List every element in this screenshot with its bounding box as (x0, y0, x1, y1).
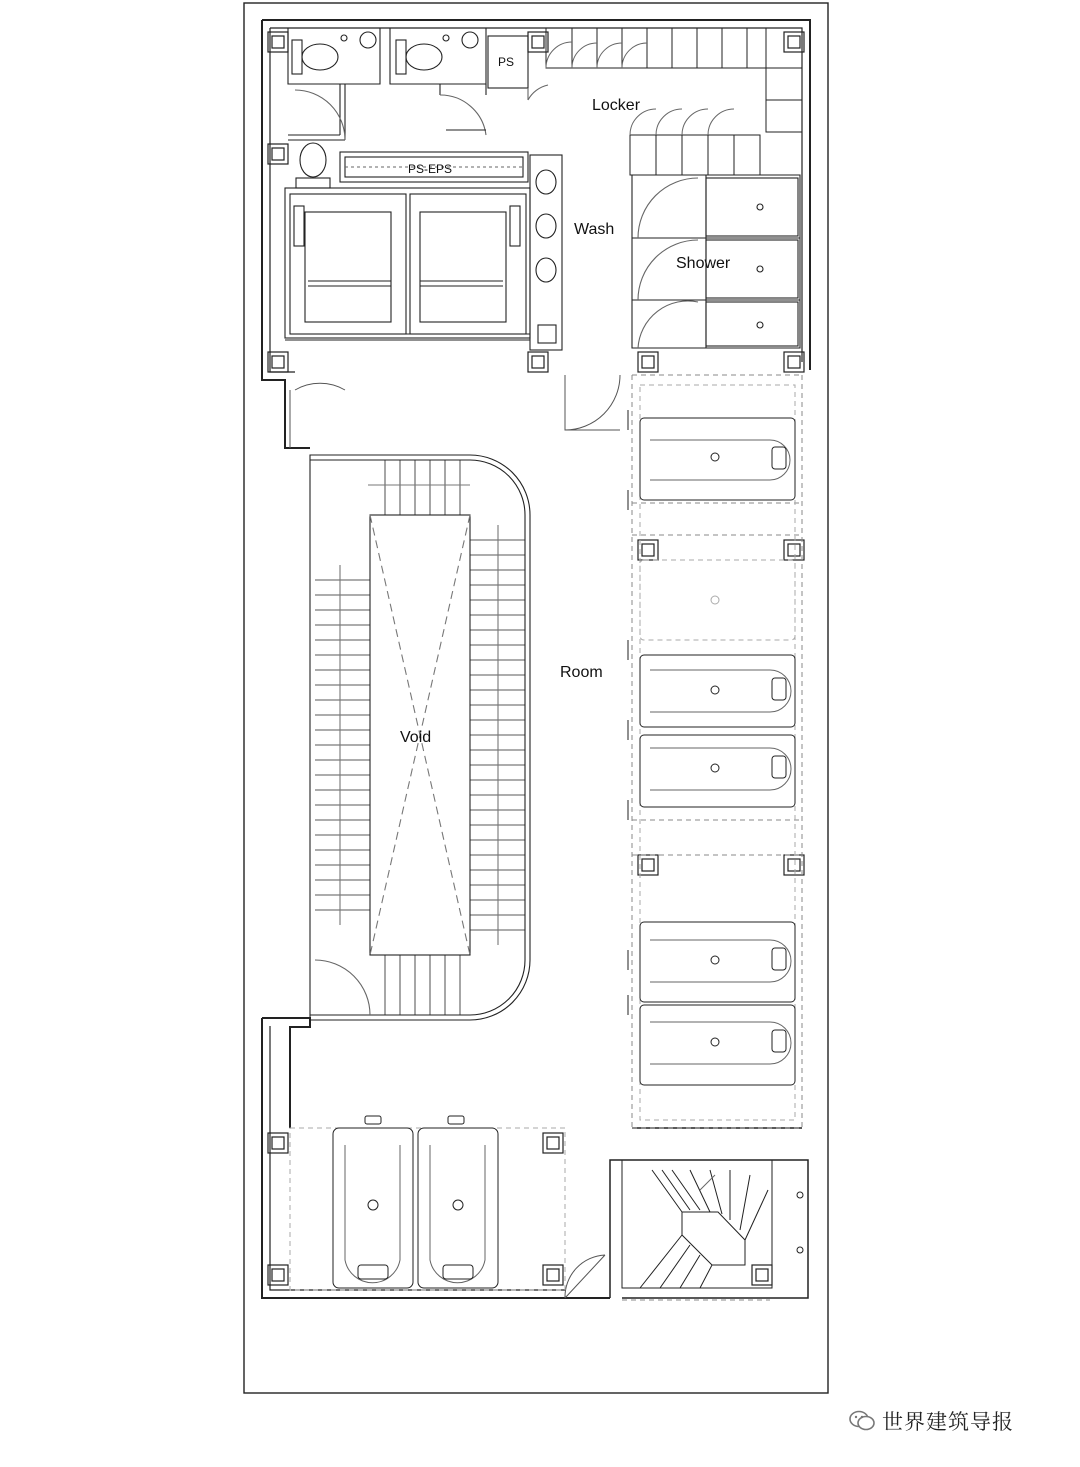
label-ps: PS (498, 55, 515, 69)
label-wash: Wash (574, 221, 615, 238)
capsule-beds-lower (290, 1116, 565, 1290)
lockers (546, 28, 802, 175)
label-ps-eps: PS-EPS (408, 162, 453, 176)
label-room: Room (560, 664, 603, 681)
watermark-text: 世界建筑导报 (882, 1410, 1014, 1434)
label-void: Void (400, 729, 432, 746)
structural-columns (268, 32, 804, 1285)
label-locker: Locker (592, 97, 641, 114)
wash-counter (530, 155, 562, 350)
secondary-stair (622, 1160, 803, 1300)
elevator-shafts (285, 188, 530, 340)
building-outline (262, 20, 810, 1455)
watermark (848, 1406, 1014, 1436)
label-shower: Shower (676, 255, 731, 272)
room-partitions (632, 375, 802, 1128)
capsule-beds (628, 410, 795, 1085)
wechat-icon (848, 1409, 876, 1433)
